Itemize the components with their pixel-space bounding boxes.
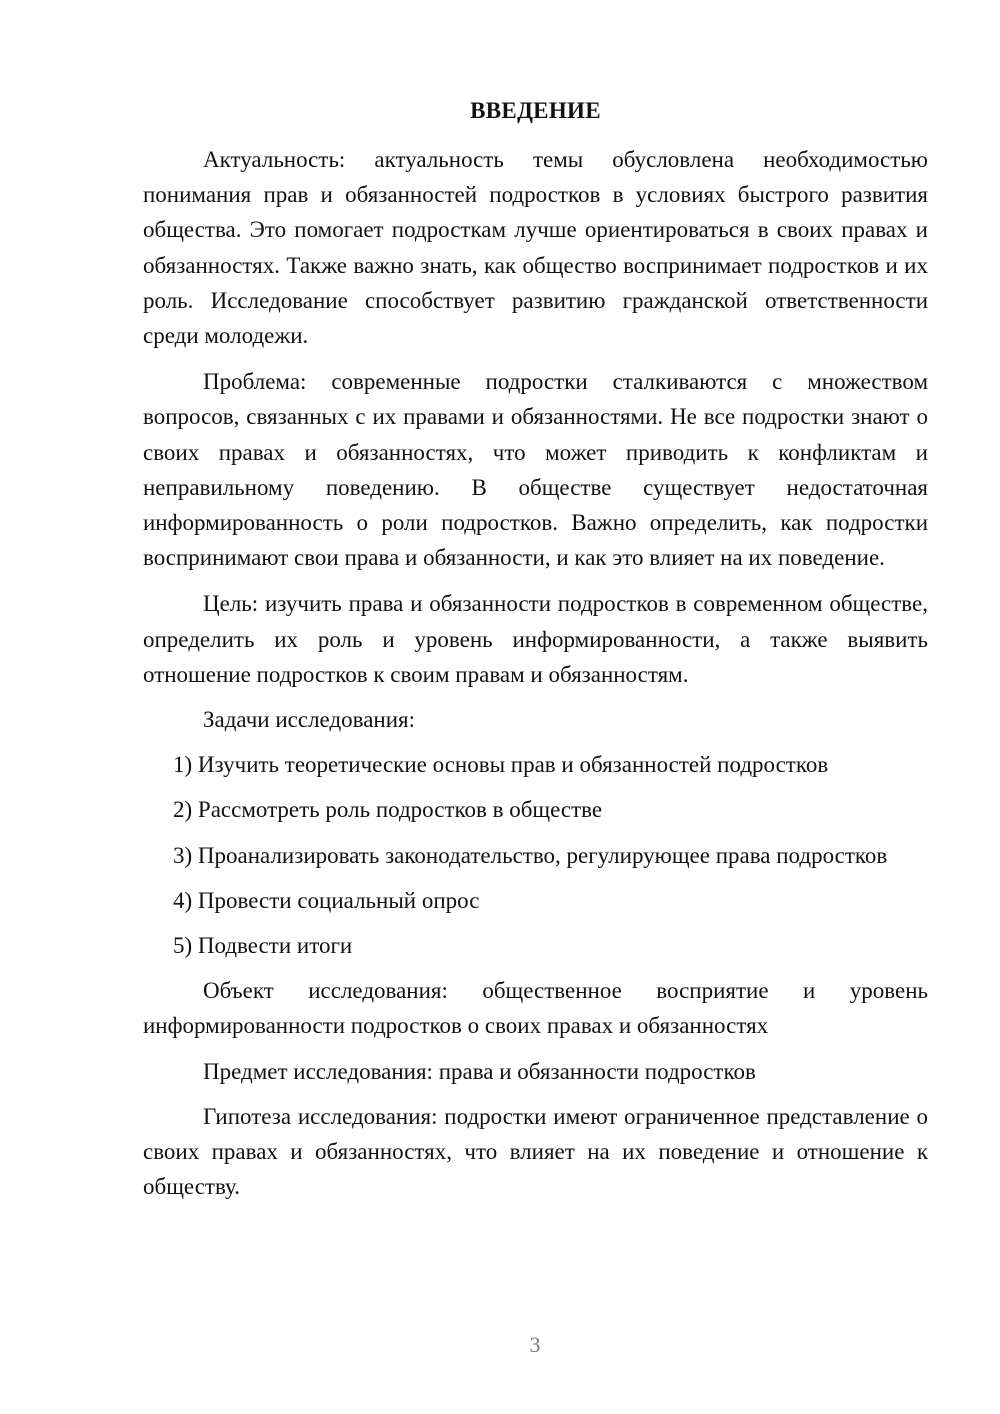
task-item-2: 2) Рассмотреть роль подростков в обществе	[173, 797, 603, 823]
hypothesis-paragraph: Гипотеза исследования: подростки имеют ограниченное представление о своих правах и обязанностях, что влияет на их поведение и отношение к обществу.	[143, 1103, 928, 1200]
page-number: 3	[529, 1332, 541, 1357]
tasks-title: Задачи исследования:	[203, 707, 416, 733]
task-item-4: 4) Провести социальный опрос	[173, 887, 480, 913]
problem-paragraph: Проблема: современные подростки сталкиваются с множеством вопросов, связанных с их правами и обязанностями. Не все подростки знают о своих правах и обязанностях, что может приводить к конфликтам и неправильному поведению. В обществе существует недостаточная информированность о роли подростков. Важно определить, как подростки воспринимают свои права и обязанности, и как это влияет на их поведение.	[143, 369, 928, 571]
task-item-3: 3) Проанализировать законодательство, регулирующее права подростков	[173, 842, 888, 868]
document-body	[143, 142, 928, 1204]
task-item-5: 5) Подвести итоги	[173, 933, 353, 959]
subject-paragraph: Предмет исследования: права и обязанности подростков	[203, 1058, 756, 1084]
relevance-paragraph: Актуальность: актуальность темы обусловлена необходимостью понимания прав и обязанностей подростков в условиях быстрого развития общества. Это помогает подросткам лучше ориентироваться в своих правах и обязанностях. Также важно знать, как общество воспринимает подростков и их роль. Исследование способствует развитию гражданской ответственности среди молодежи.	[143, 147, 928, 349]
section-heading: ВВЕДЕНИЕ	[470, 98, 601, 123]
goal-paragraph: Цель: изучить права и обязанности подростков в современном обществе, определить их роль и уровень информированности, а также выявить отношение подростков к своим правам и обязанностям.	[143, 591, 928, 687]
tasks-list	[143, 747, 928, 963]
object-paragraph: Объект исследования: общественное восприятие и уровень информированности подростков о своих правах и обязанностях	[143, 978, 928, 1039]
task-item-1: 1) Изучить теоретические основы прав и обязанностей подростков	[173, 752, 829, 778]
